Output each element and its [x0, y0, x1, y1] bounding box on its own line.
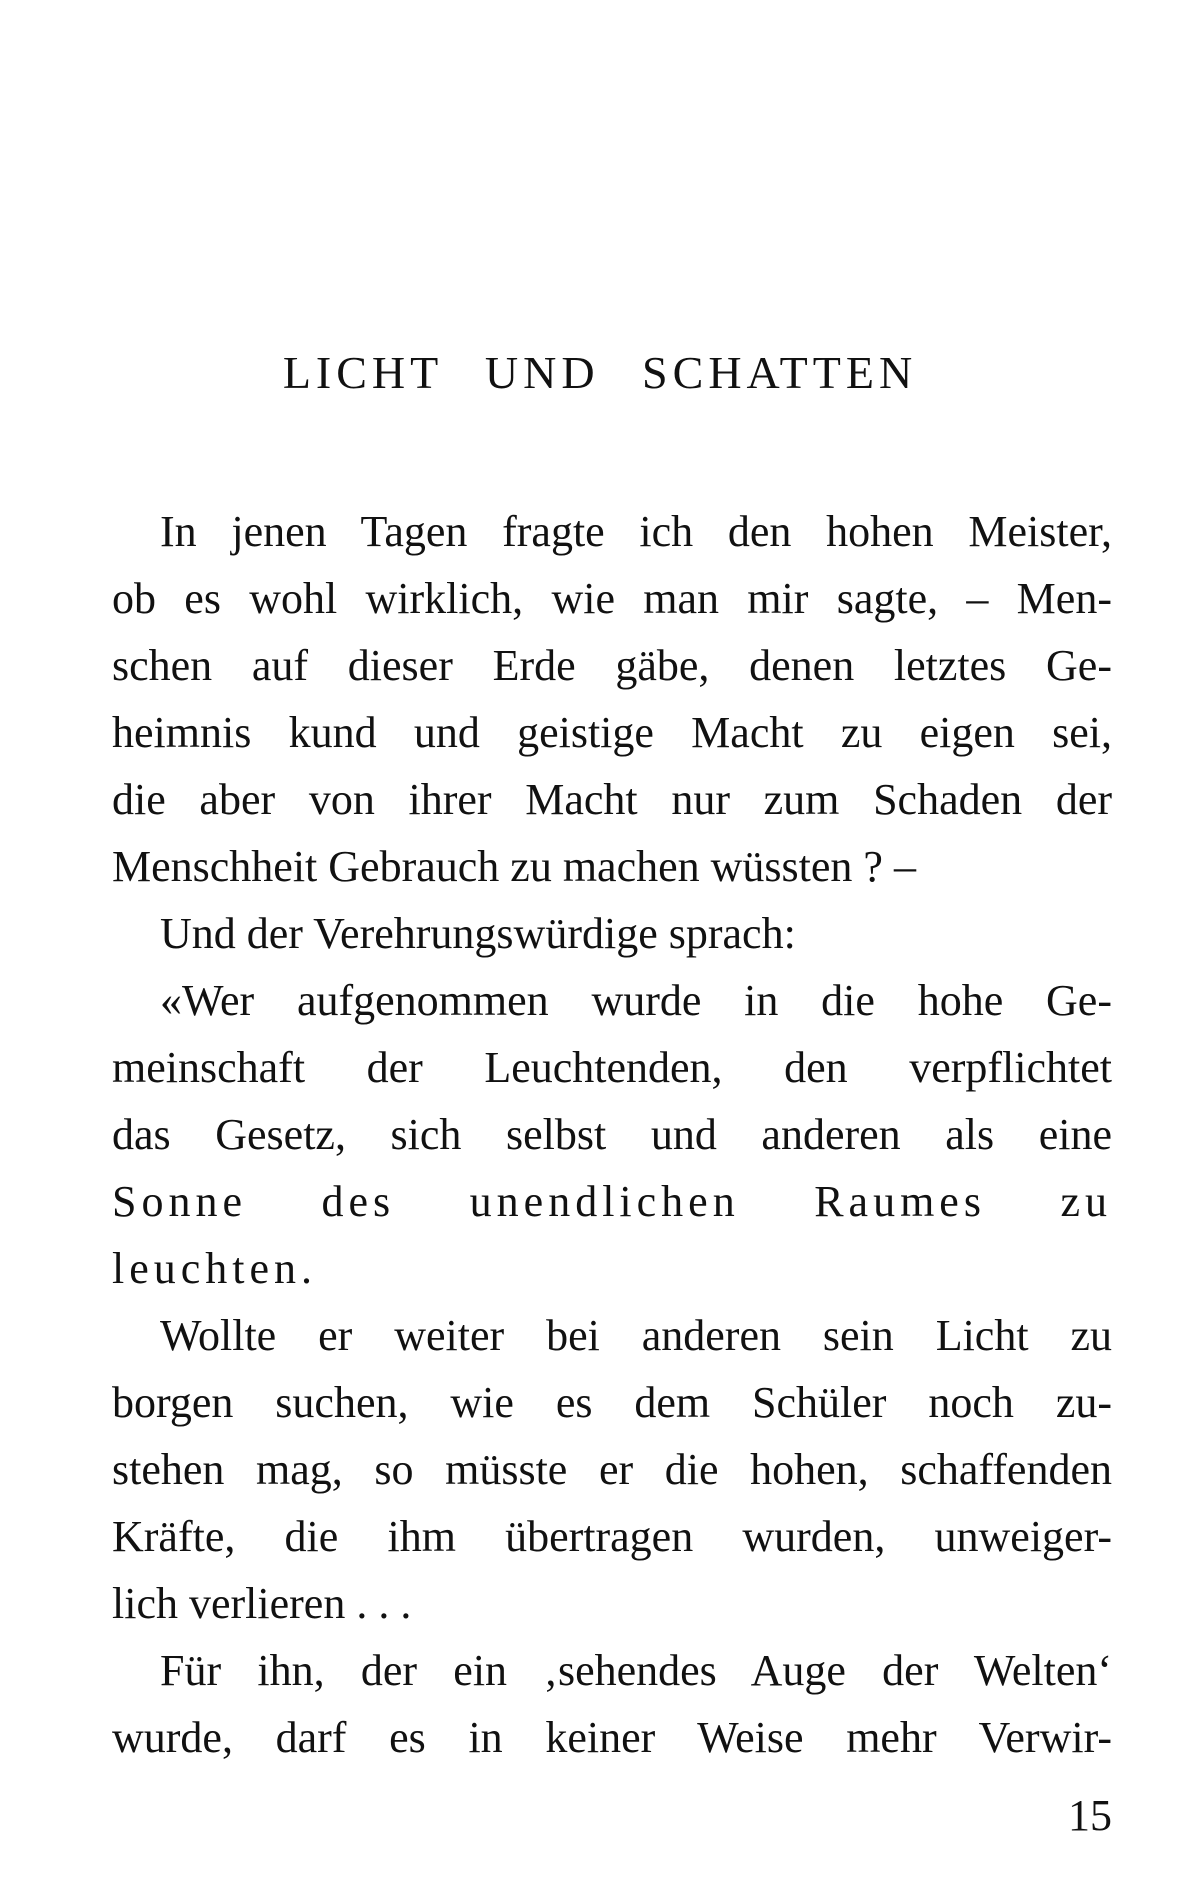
text-line-16: Kräfte, die ihm übertragen wurden, unweiger-: [112, 1512, 1112, 1561]
text-line-9: meinschaft der Leuchtenden, den verpflichtet: [112, 1043, 1112, 1092]
text-line-17: lich verlieren . . .: [112, 1579, 412, 1628]
page-number: 15: [1068, 1791, 1112, 1840]
chapter-title: LICHT UND SCHATTEN: [282, 347, 918, 398]
text-line-3: schen auf dieser Erde gäbe, denen letztes Ge-: [112, 641, 1112, 690]
text-line-5: die aber von ihrer Macht nur zum Schaden der: [112, 775, 1112, 824]
text-line-7: Und der Verehrungswürdige sprach:: [160, 909, 796, 958]
text-line-13: Wollte er weiter bei anderen sein Licht zu: [160, 1311, 1112, 1360]
text-line-1: In jenen Tagen fragte ich den hohen Meister,: [160, 507, 1112, 556]
text-line-4: heimnis kund und geistige Macht zu eigen sei,: [112, 708, 1112, 757]
text-line-11: Sonne des unendlichen Raumes zu: [112, 1177, 1112, 1226]
text-line-10: das Gesetz, sich selbst und anderen als eine: [112, 1110, 1112, 1159]
text-line-8: «Wer aufgenommen wurde in die hohe Ge-: [160, 976, 1112, 1025]
text-line-2: ob es wohl wirklich, wie man mir sagte, – Men-: [112, 574, 1112, 623]
body-text: [112, 498, 1112, 1771]
text-line-19: wurde, darf es in keiner Weise mehr Verwir-: [112, 1713, 1112, 1762]
text-line-12: leuchten.: [112, 1244, 318, 1293]
text-line-14: borgen suchen, wie es dem Schüler noch zu-: [112, 1378, 1112, 1427]
text-line-18: Für ihn, der ein ‚sehendes Auge der Welten‘: [160, 1646, 1112, 1695]
text-line-6: Menschheit Gebrauch zu machen wüssten ? –: [112, 842, 916, 891]
text-line-15: stehen mag, so müsste er die hohen, schaffenden: [112, 1445, 1112, 1494]
